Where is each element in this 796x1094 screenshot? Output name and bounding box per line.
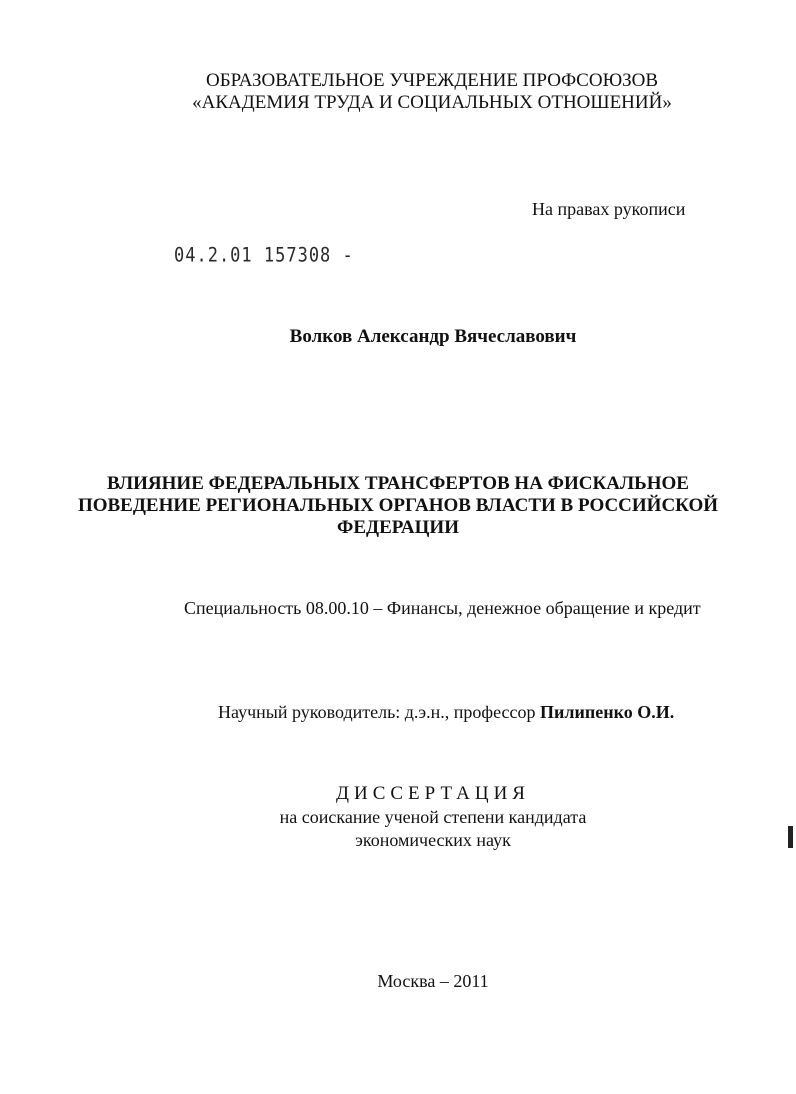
degree-line-1: на соискание ученой степени кандидата (279, 807, 587, 827)
degree-line-2: экономических наук (355, 830, 511, 850)
city-year: Москва – 2011 (377, 971, 489, 991)
degree-statement (0, 806, 796, 852)
org-line-1: ОБРАЗОВАТЕЛЬНОЕ УЧРЕЖДЕНИЕ ПРОФСОЮЗОВ (205, 70, 659, 91)
supervisor-name: Пилипенко О.И. (540, 702, 675, 722)
title-line-2: ПОВЕДЕНИЕ РЕГИОНАЛЬНЫХ ОРГАНОВ ВЛАСТИ В РОССИЙСКОЙ (77, 495, 719, 516)
author-name: Волков Александр Вячеславович (289, 326, 577, 347)
title-line-1: ВЛИЯНИЕ ФЕДЕРАЛЬНЫХ ТРАНСФЕРТОВ НА ФИСКАЛЬНОЕ (107, 473, 689, 494)
title-line-3: ФЕДЕРАЦИИ (337, 517, 459, 538)
organization-header (0, 70, 796, 114)
specialty: Специальность 08.00.10 – Финансы, денежное обращение и кредит (184, 598, 701, 618)
supervisor-prefix: Научный руководитель: д.э.н., профессор (218, 702, 541, 722)
registration-stamp: 04.2.01 157308 - (174, 244, 354, 267)
dissertation-heading: ДИССЕРТАЦИЯ (336, 783, 530, 804)
dissertation-title (0, 473, 796, 539)
scan-edge-mark (788, 826, 793, 848)
org-line-2: «АКАДЕМИЯ ТРУДА И СОЦИАЛЬНЫХ ОТНОШЕНИЙ» (192, 92, 672, 113)
supervisor (218, 702, 674, 723)
manuscript-rights-note: На правах рукописи (532, 199, 686, 219)
